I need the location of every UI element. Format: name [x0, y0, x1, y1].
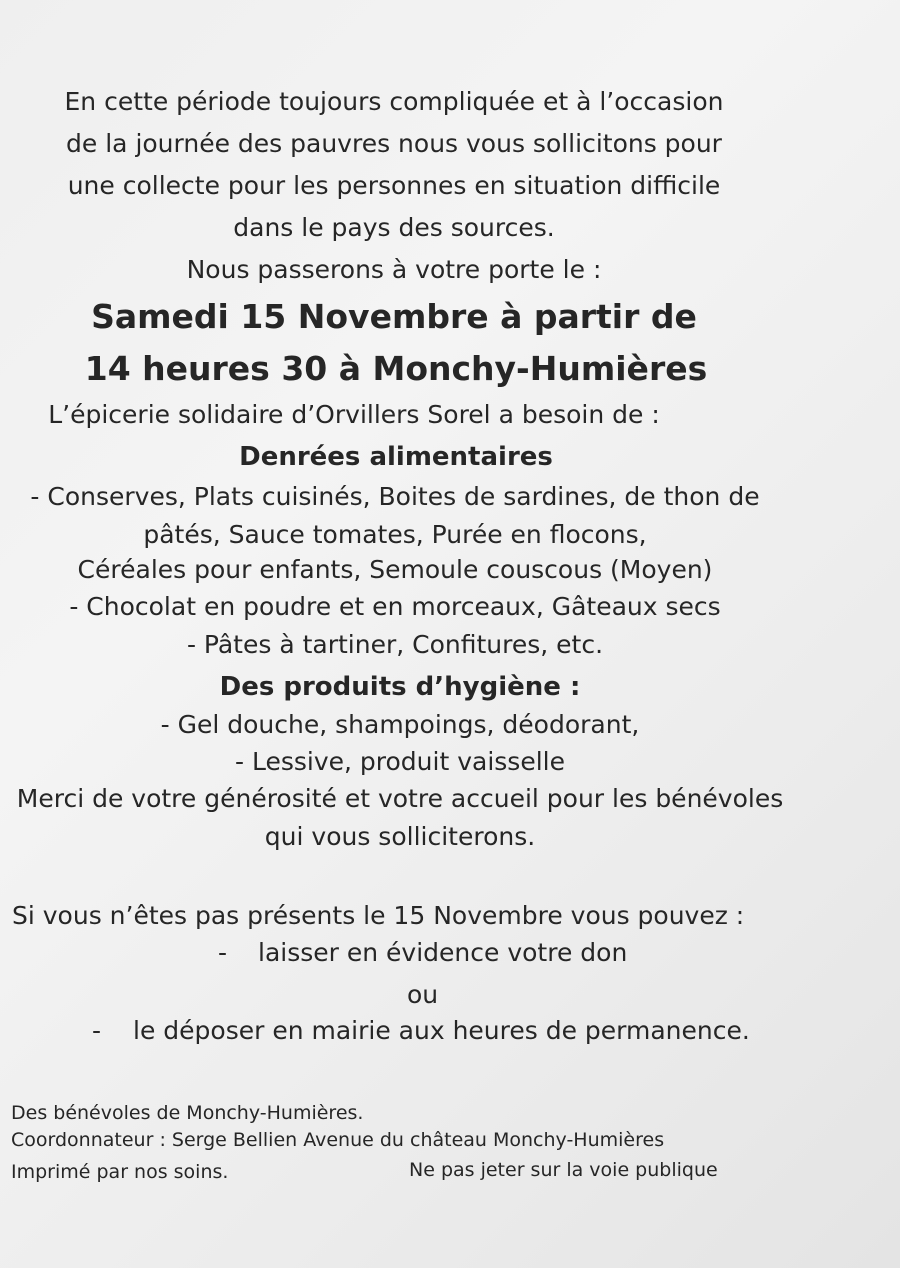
thanks-line-1: Merci de votre générosité et votre accueil pour les bénévoles: [16, 784, 784, 813]
intro-line-2: de la journée des pauvres nous vous sollicitons pour: [66, 129, 722, 158]
thanks-line-2: qui vous solliciterons.: [264, 822, 536, 851]
absent-intro: Si vous n’êtes pas présents le 15 Novembre vous pouvez :: [12, 901, 745, 930]
food-line-2: pâtés, Sauce tomates, Purée en flocons,: [143, 520, 647, 549]
food-line-3: Céréales pour enfants, Semoule couscous (Moyen): [77, 555, 713, 584]
footer-volunteers: Des bénévoles de Monchy-Humières.: [11, 1102, 364, 1124]
absent-option-2-dash: -: [92, 1016, 102, 1045]
event-date-line-2: 14 heures 30 à Monchy-Humières: [84, 349, 708, 388]
footer-printed: Imprimé par nos soins.: [11, 1161, 229, 1183]
intro-line-4: dans le pays des sources.: [233, 213, 555, 242]
hygiene-line-1: - Gel douche, shampoings, déodorant,: [160, 710, 640, 739]
food-line-1: - Conserves, Plats cuisinés, Boites de sardines, de thon de: [30, 482, 760, 511]
food-heading: Denrées alimentaires: [239, 442, 553, 472]
absent-option-2: le déposer en mairie aux heures de permanence.: [133, 1016, 750, 1045]
food-line-5: - Pâtes à tartiner, Confitures, etc.: [186, 630, 604, 659]
hygiene-line-2: - Lessive, produit vaisselle: [235, 747, 565, 776]
intro-line-3: une collecte pour les personnes en situation difficile: [67, 171, 721, 200]
footer-notice: Ne pas jeter sur la voie publique: [409, 1159, 718, 1181]
footer-coordinator: Coordonnateur : Serge Bellien Avenue du château Monchy-Humières: [11, 1129, 665, 1151]
intro-line-5: Nous passerons à votre porte le :: [186, 255, 602, 284]
absent-option-1-dash: -: [218, 938, 228, 967]
absent-option-1: laisser en évidence votre don: [258, 938, 628, 967]
absent-or: ou: [407, 980, 439, 1009]
needs-intro: L’épicerie solidaire d’Orvillers Sorel a besoin de :: [48, 400, 660, 429]
event-date-line-1: Samedi 15 Novembre à partir de: [91, 297, 697, 336]
intro-line-1: En cette période toujours compliquée et à l’occasion: [64, 87, 724, 116]
food-line-4: - Chocolat en poudre et en morceaux, Gâteaux secs: [69, 592, 721, 621]
hygiene-heading: Des produits d’hygiène :: [219, 672, 581, 702]
